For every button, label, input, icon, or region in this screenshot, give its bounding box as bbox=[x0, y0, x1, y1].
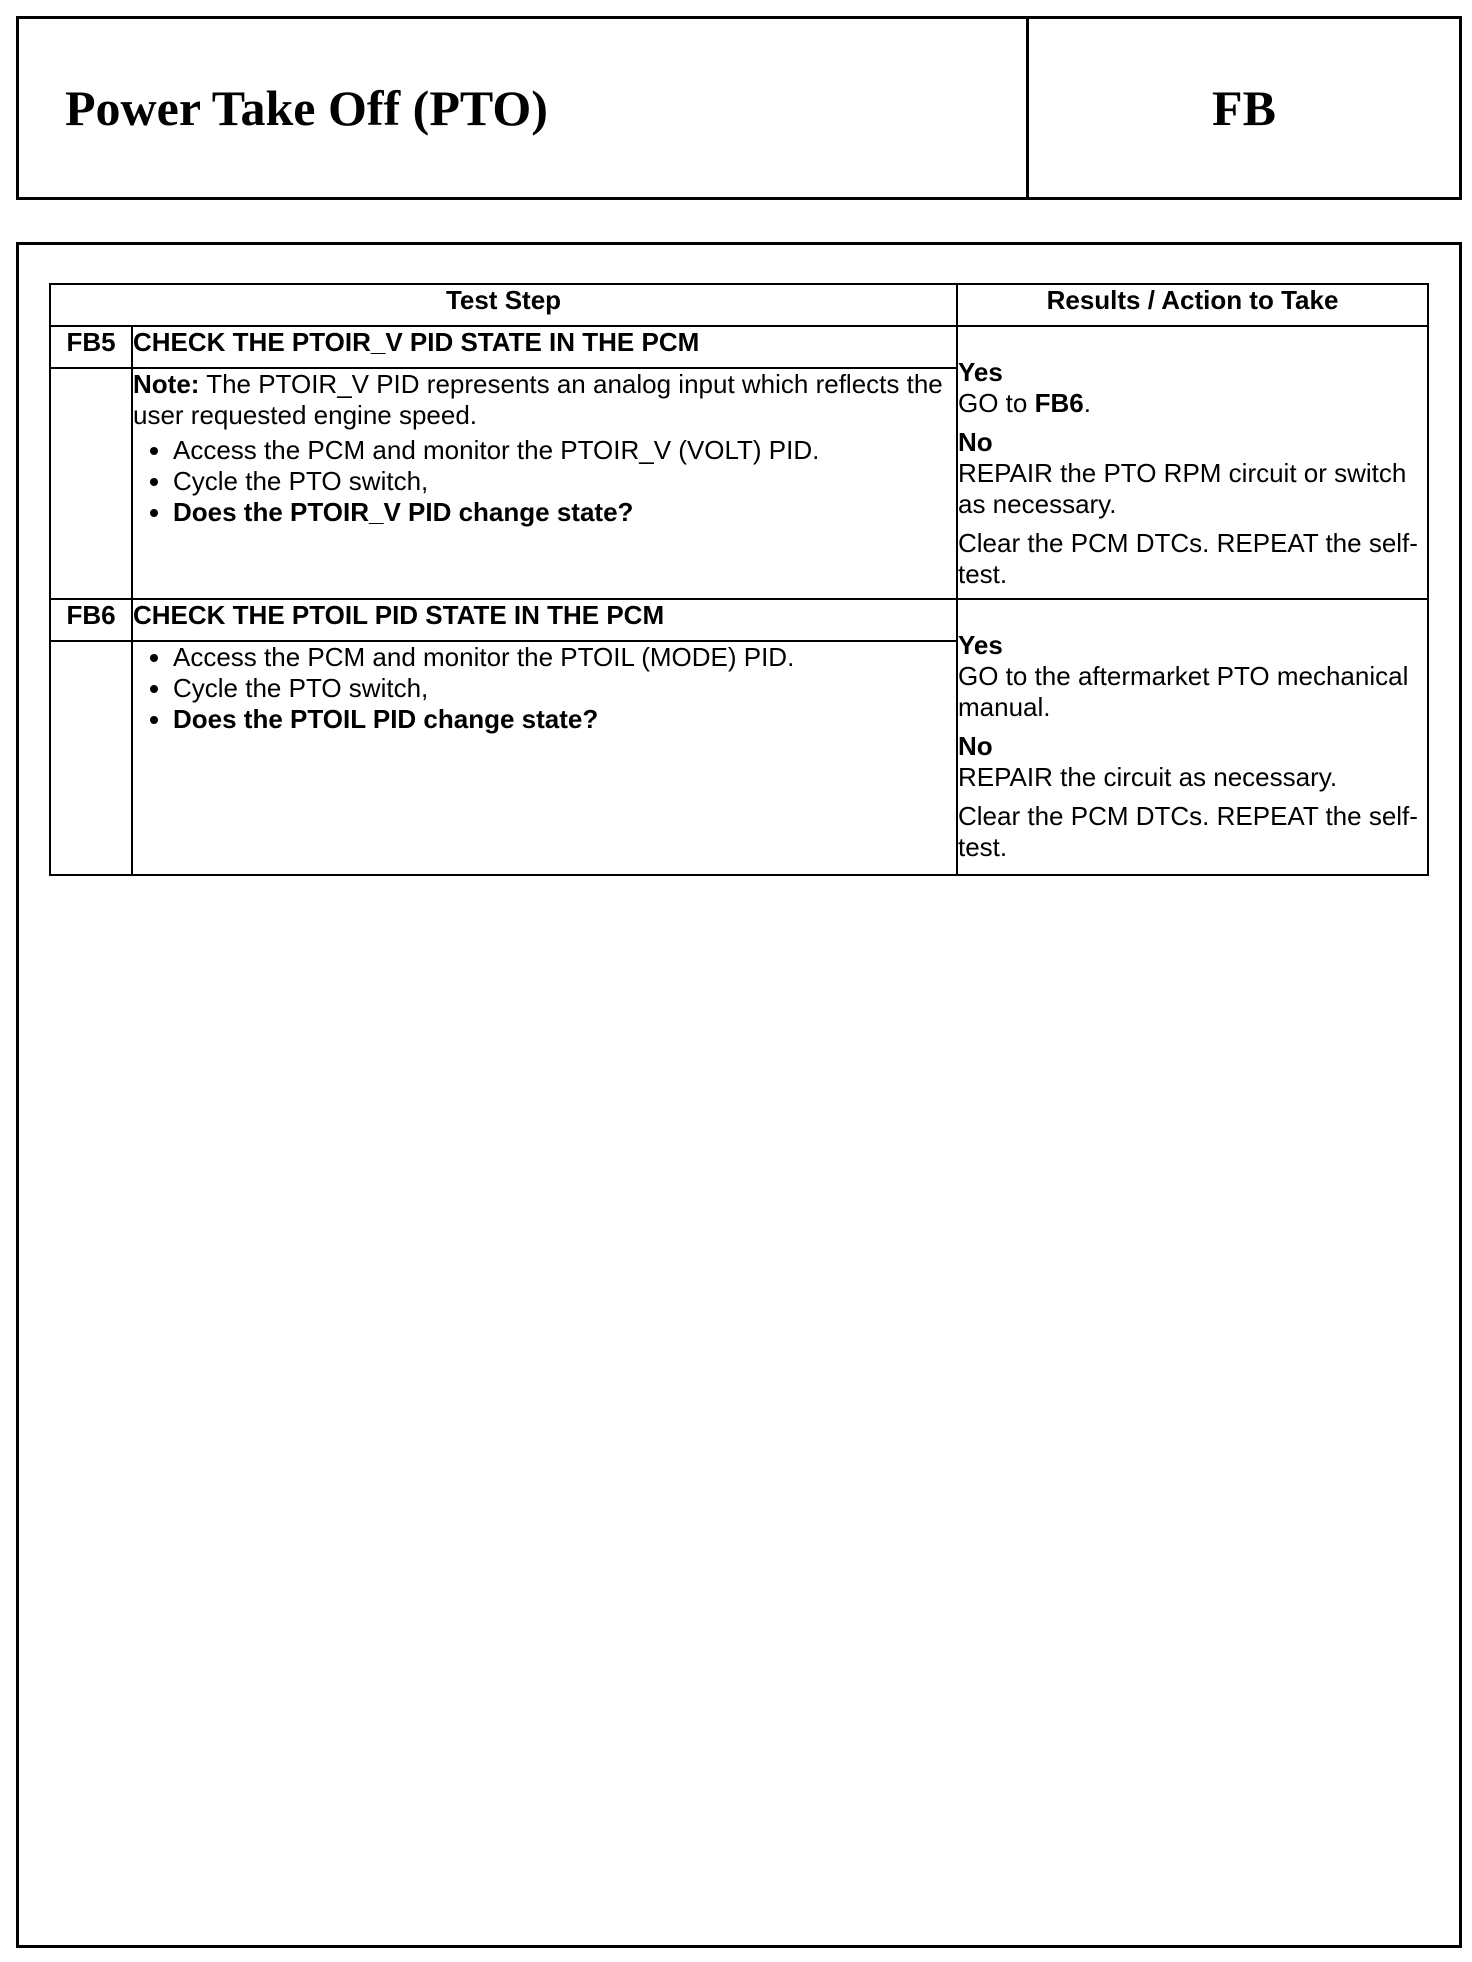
step-body bbox=[132, 368, 957, 599]
column-header-results: Results / Action to Take bbox=[957, 284, 1428, 326]
results-cell bbox=[957, 326, 1428, 599]
result-no-label: No bbox=[958, 731, 993, 761]
page-header bbox=[16, 16, 1462, 200]
results-cell bbox=[957, 599, 1428, 875]
result-yes bbox=[958, 357, 1427, 419]
step-question: • Does the PTOIL PID change state? bbox=[173, 704, 956, 735]
step-bullets bbox=[133, 435, 956, 528]
result-after-text: Clear the PCM DTCs. REPEAT the self-test. bbox=[958, 801, 1418, 862]
content-frame bbox=[16, 242, 1462, 1948]
step-note bbox=[133, 369, 956, 431]
result-no-text: REPAIR the circuit as necessary. bbox=[958, 762, 1338, 792]
result-no-label: No bbox=[958, 427, 993, 457]
step-title: CHECK THE PTOIL PID STATE IN THE PCM bbox=[132, 599, 957, 641]
step-id-spacer bbox=[50, 368, 132, 599]
result-yes-prefix: GO to bbox=[958, 388, 1035, 418]
section-code: FB bbox=[1212, 80, 1276, 136]
result-no bbox=[958, 731, 1427, 793]
step-id-spacer bbox=[50, 641, 132, 875]
step-id: FB6 bbox=[50, 599, 132, 641]
list-item: • Cycle the PTO switch, bbox=[173, 673, 956, 704]
result-yes-text: GO to the aftermarket PTO mechanical manual. bbox=[958, 661, 1409, 722]
result-yes bbox=[958, 630, 1427, 723]
step-id: FB5 bbox=[50, 326, 132, 368]
page-title: Power Take Off (PTO) bbox=[19, 19, 1029, 197]
result-yes-label: Yes bbox=[958, 630, 1003, 660]
table-header-row bbox=[50, 284, 1428, 326]
result-no bbox=[958, 427, 1427, 520]
step-question: • Does the PTOIR_V PID change state? bbox=[173, 497, 956, 528]
result-yes-suffix: . bbox=[1083, 388, 1091, 418]
test-step-table bbox=[49, 283, 1429, 876]
result-yes-text bbox=[958, 388, 1427, 419]
note-text: The PTOIR_V PID represents an analog input which reflects the user requested engine speed. bbox=[133, 369, 943, 430]
list-item: • Access the PCM and monitor the PTOIR_V (VOLT) PID. bbox=[173, 435, 956, 466]
step-body bbox=[132, 641, 957, 875]
note-label: Note: bbox=[133, 369, 200, 399]
column-header-test-step: Test Step bbox=[50, 284, 957, 326]
result-no-text: REPAIR the PTO RPM circuit or switch as necessary. bbox=[958, 458, 1407, 519]
table-row bbox=[50, 326, 1428, 368]
result-yes-label: Yes bbox=[958, 357, 1003, 387]
step-bullets bbox=[133, 642, 956, 735]
step-title: CHECK THE PTOIR_V PID STATE IN THE PCM bbox=[132, 326, 957, 368]
result-yes-ref: FB6 bbox=[1034, 388, 1084, 418]
result-after-text: Clear the PCM DTCs. REPEAT the self-test. bbox=[958, 528, 1418, 589]
table-row bbox=[50, 599, 1428, 641]
list-item: • Cycle the PTO switch, bbox=[173, 466, 956, 497]
list-item: • Access the PCM and monitor the PTOIL (MODE) PID. bbox=[173, 642, 956, 673]
